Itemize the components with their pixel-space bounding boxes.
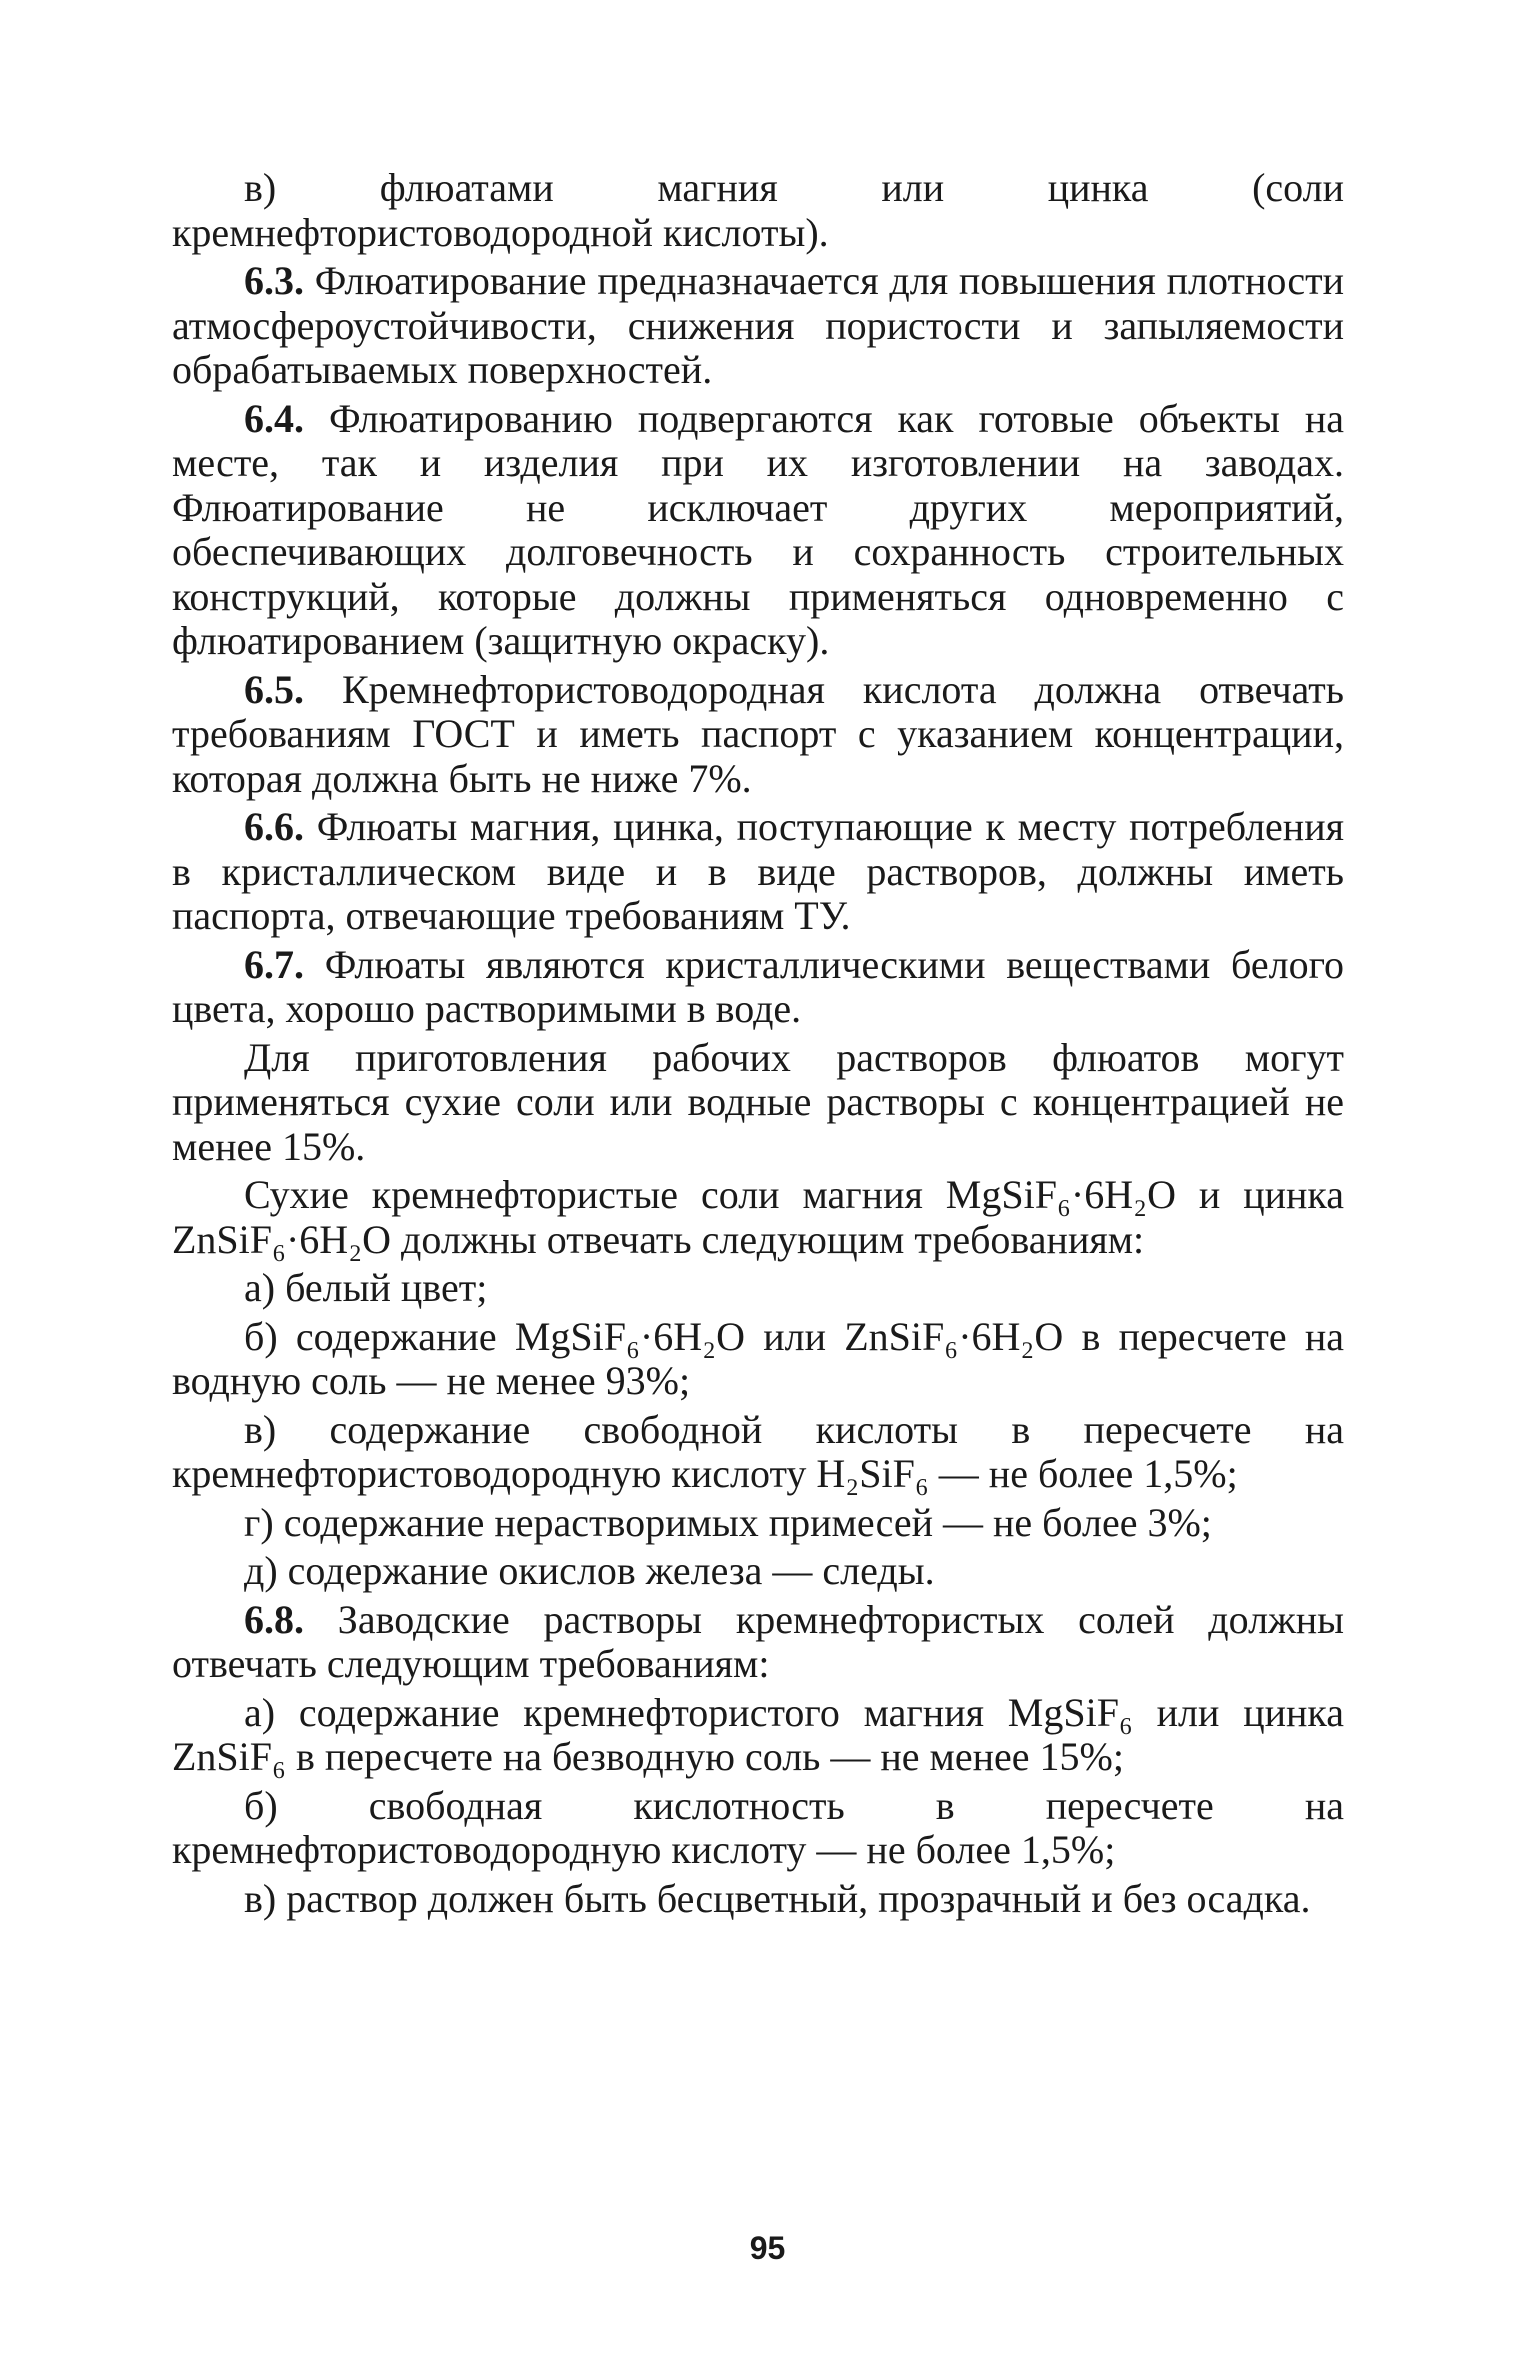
list-item-d	[172, 1549, 1344, 1594]
paragraph-text: г) содержание нерастворимых примесей — не более 3%;	[244, 1499, 1212, 1545]
paragraph-text: Флюатированию подвергаются как готовые объекты на месте, так и изделия при их изготовлении на заводах. Флюатирование не исключает других мероприятий, обеспечивающих долговечность и сохранность строительных конструкций, которые должны применяться одновременно с флюатированием (защитную окраску).	[172, 395, 1344, 663]
paragraph-text: Заводские растворы кремнефтористых солей должны отвечать следующим требованиям:	[172, 1596, 1344, 1686]
list-item-v	[172, 1408, 1344, 1497]
section-number: 6.8.	[244, 1596, 304, 1642]
paragraph-text: д) содержание окислов железа — следы.	[244, 1548, 935, 1593]
paragraph-text: Сухие кремнефтористые соли магния MgSiF₆·6H₂O и цинка ZnSiF₆·6H₂O должны отвечать следующим требованиям:	[172, 1172, 1344, 1262]
paragraph-text: Флюаты являются кристаллическими веществами белого цвета, хорошо растворимыми в воде.	[172, 941, 1344, 1031]
list-item-b	[172, 1315, 1344, 1404]
paragraph-6-8	[172, 1598, 1344, 1687]
paragraph-text: б) содержание MgSiF₆·6H₂O или ZnSiF₆·6H₂O в пересчете на водную соль — не менее 93%;	[172, 1313, 1344, 1403]
list-item-a-solutions	[172, 1691, 1344, 1780]
section-number: 6.5.	[244, 666, 304, 712]
paragraph-text: Флюаты магния, цинка, поступающие к месту потребления в кристаллическом виде и в виде растворов, должны иметь паспорта, отвечающие требованиям ТУ.	[172, 804, 1344, 938]
section-number: 6.7.	[244, 941, 304, 987]
list-item-b-solutions	[172, 1784, 1344, 1873]
section-number: 6.3.	[244, 258, 304, 303]
paragraph-text: Кремнефтористоводородная кислота должна отвечать требованиям ГОСТ и иметь паспорт с указанием концентрации, которая должна быть не ниже 7%.	[172, 666, 1344, 801]
paragraph-6-5	[172, 668, 1344, 802]
paragraph-6-6	[172, 805, 1344, 939]
paragraph-text: Для приготовления рабочих растворов флюатов могут применяться сухие соли или водные растворы с концентрацией не менее 15%.	[172, 1034, 1344, 1169]
paragraph-6-4	[172, 397, 1344, 664]
paragraph-working-solutions	[172, 1036, 1344, 1170]
list-item-a	[172, 1266, 1344, 1311]
paragraph-dry-salts	[172, 1173, 1344, 1262]
paragraph-text: Флюатирование предназначается для повышения плотности атмосфероустойчивости, снижения пористости и запыляемости обрабатываемых поверхностей.	[172, 258, 1344, 392]
list-item-v-solutions	[172, 1877, 1344, 1922]
paragraph-text: а) белый цвет;	[244, 1265, 488, 1310]
paragraph-text: б) свободная кислотность в пересчете на кремнефтористоводородную кислоту — не более 1,5%;	[172, 1782, 1344, 1872]
paragraph-text: в) раствор должен быть бесцветный, прозрачный и без осадка.	[244, 1875, 1311, 1921]
paragraph-text: в) содержание свободной кислоты в пересчете на кремнефтористоводородную кислоту H₂SiF₆ — не более 1,5%;	[172, 1406, 1344, 1496]
section-number: 6.6.	[244, 804, 304, 849]
paragraph-6-2-v	[172, 166, 1344, 255]
section-number: 6.4.	[244, 395, 304, 441]
paragraph-6-3	[172, 259, 1344, 393]
paragraph-text: в) флюатами магния или цинка (соли кремнефтористоводородной кислоты).	[172, 165, 1344, 255]
page-body	[172, 162, 1344, 1921]
paragraph-text: а) содержание кремнефтористого магния MgSiF₆ или цинка ZnSiF₆ в пересчете на безводную соль — не менее 15%;	[172, 1689, 1344, 1779]
page-number: 95	[749, 2230, 786, 2266]
list-item-g	[172, 1501, 1344, 1546]
paragraph-6-7	[172, 943, 1344, 1032]
